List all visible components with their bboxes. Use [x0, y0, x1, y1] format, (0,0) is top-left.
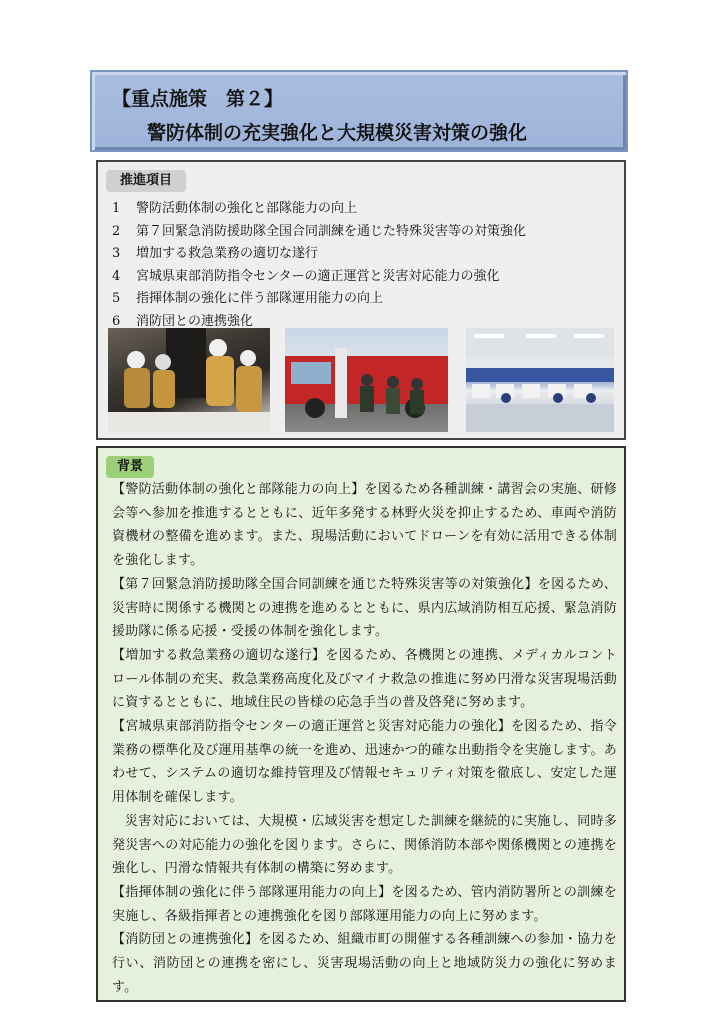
background-text: [112, 478, 617, 999]
promotion-items-box: [96, 160, 626, 440]
promotion-label: 推進項目: [106, 170, 186, 192]
title-line-1: 【重点施策 第２】: [112, 88, 284, 110]
list-item: 4 宮城県東部消防指令センターの適正運営と災害対応能力の強化: [112, 268, 500, 284]
background-box: [96, 446, 626, 1002]
list-item: 2 第７回緊急消防援助隊全国合同訓練を通じた特殊災害等の対策強化: [112, 223, 527, 239]
background-paragraph: 災害対応においては、大規模・広域災害を想定した訓練を継続的に実施し、同時多発災害への対応能力の強化を図ります。さらに、関係消防本部や関係機関との連携を強化し、円滑な情報共有体制の構築に努めます。: [112, 813, 617, 877]
background-paragraph: 【消防団との連携強化】を図るため、組織市町の開催する各種訓練への参加・協力を行い、消防団との連携を密にし、災害現場活動の向上と地域防災力の強化に努めます。: [112, 932, 617, 995]
background-paragraph: 【宮城県東部消防指令センターの適正運営と災害対応能力の強化】を図るため、指令業務の標準化及び運用基準の統一を進め、迅速かつ的確な出動指令を実施します。あわせて、システムの適切な維持管理及び情報セキュリティ対策を徹底し、安定した運用体制を確保します。: [112, 719, 617, 806]
page-title: 警防体制の充実強化と大規模災害対策の強化: [147, 122, 528, 144]
background-paragraph: 【増加する救急業務の適切な遂行】を図るため、各機関との連携、メディカルコントロール体制の充実、救急業務高度化及びマイナ救急の推進に努め円滑な災害現場活動に資するとともに、地域住民の皆様の応急手当の普及啓発に努めます。: [112, 647, 617, 711]
list-item: 1 警防活動体制の強化と部隊能力の向上: [112, 201, 358, 216]
firefighters-training-photo: [108, 328, 270, 432]
promotion-list: [112, 198, 526, 333]
list-item: 6 消防団との連携強化: [112, 313, 254, 329]
command-center-photo: [466, 328, 614, 432]
background-label: 背景: [106, 456, 154, 478]
background-paragraph: 【警防活動体制の強化と部隊能力の向上】を図るため各種訓練・講習会の実施、研修会等へ参加を推進するとともに、近年多発する林野火災を抑止するため、車両や消防資機材の整備を進めます。また、現場活動においてドローンを有効に活用できる体制を強化します。: [112, 482, 617, 569]
list-item: 3 増加する救急業務の適切な遂行: [112, 246, 319, 261]
list-item: 5 指揮体制の強化に伴う部隊運用能力の向上: [112, 291, 384, 306]
title-banner: [90, 70, 628, 152]
fire-engine-training-photo: [285, 328, 448, 432]
background-paragraph: 【第７回緊急消防援助隊全国合同訓練を通じた特殊災害等の対策強化】を図るため、災害時に関係する機関との連携を進めるとともに、県内広域消防相互応援、緊急消防援助隊に係る応援・受援の体制を強化します。: [112, 576, 617, 640]
background-paragraph: 【指揮体制の強化に伴う部隊運用能力の向上】を図るため、管内消防署所との訓練を実施し、各級指揮者との連携強化を図り部隊運用能力の向上に努めます。: [112, 884, 617, 924]
